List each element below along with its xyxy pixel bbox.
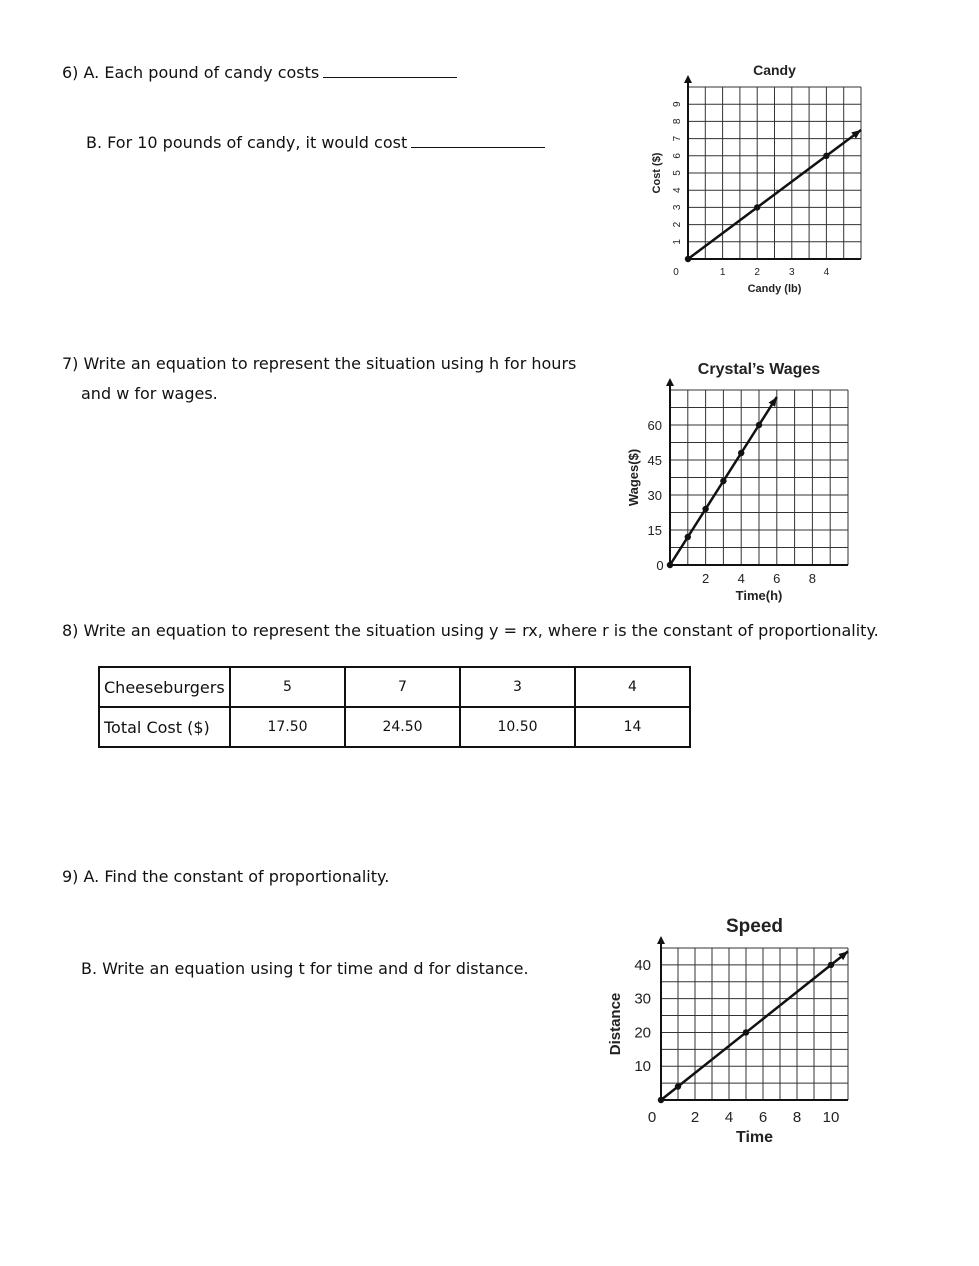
table-cell: 3 bbox=[460, 667, 575, 707]
y-axis-label: Cost ($) bbox=[651, 152, 663, 194]
y-tick-label: 6 bbox=[672, 153, 683, 159]
y-tick-label: 3 bbox=[672, 204, 683, 211]
data-point bbox=[756, 422, 762, 428]
candy-chart bbox=[640, 55, 880, 305]
table-cell: 14 bbox=[575, 707, 690, 747]
x-axis-label: Candy (lb) bbox=[747, 283, 802, 295]
y-tick-label: 1 bbox=[672, 239, 683, 245]
x-tick-label: 2 bbox=[754, 267, 760, 278]
y-tick-label: 20 bbox=[634, 1024, 651, 1042]
y-tick-label: 15 bbox=[647, 523, 662, 538]
y-tick-label: 2 bbox=[672, 221, 683, 228]
table-cell: 7 bbox=[345, 667, 460, 707]
cheeseburger-table bbox=[98, 666, 691, 748]
table-row bbox=[99, 667, 690, 707]
question-7-line1: 7) Write an equation to represent the situation using h for hours bbox=[62, 354, 577, 373]
question-8: 8) Write an equation to represent the situation using y = rx, where r is the constant of proportionality. bbox=[62, 621, 879, 640]
x-tick-label: 2 bbox=[701, 571, 710, 586]
table-cell: 17.50 bbox=[230, 707, 345, 747]
y-tick-label: 4 bbox=[672, 187, 683, 193]
y-tick-label: 60 bbox=[647, 418, 662, 433]
y-axis-arrow-icon bbox=[657, 936, 665, 944]
answer-blank-6b[interactable] bbox=[411, 133, 545, 148]
y-tick-label: 30 bbox=[647, 488, 662, 503]
y-axis-label: Distance bbox=[607, 992, 624, 1056]
table-cell: 10.50 bbox=[460, 707, 575, 747]
data-point bbox=[667, 562, 673, 568]
y-axis-label: Wages($) bbox=[626, 448, 641, 507]
chart-title: Speed bbox=[725, 916, 784, 937]
x-tick-label: 6 bbox=[773, 571, 781, 586]
table-cell: 24.50 bbox=[345, 707, 460, 747]
x-tick-label: 3 bbox=[789, 267, 795, 278]
data-point bbox=[675, 1083, 681, 1089]
data-point bbox=[685, 256, 691, 262]
speed-chart bbox=[600, 910, 860, 1155]
y-tick-label: 45 bbox=[647, 453, 662, 468]
table-cell: 5 bbox=[230, 667, 345, 707]
x-tick-label: 8 bbox=[792, 1109, 802, 1126]
question-6a-text: 6) A. Each pound of candy costs bbox=[62, 63, 320, 82]
x-tick-label: 8 bbox=[808, 571, 817, 586]
x-axis-label: Time(h) bbox=[735, 588, 783, 603]
data-point bbox=[702, 506, 708, 512]
x-tick-label: 4 bbox=[737, 571, 745, 586]
data-point bbox=[828, 962, 834, 968]
origin-label: 0 bbox=[656, 558, 664, 573]
y-tick-label: 10 bbox=[634, 1058, 651, 1076]
data-point bbox=[685, 534, 691, 540]
series-line bbox=[661, 951, 848, 1100]
table-row-label: Cheeseburgers bbox=[99, 667, 230, 707]
data-point bbox=[754, 204, 760, 210]
x-tick-label: 1 bbox=[719, 267, 726, 278]
y-tick-label: 30 bbox=[634, 990, 651, 1008]
chart-title: Crystal’s Wages bbox=[697, 361, 821, 378]
question-9b: B. Write an equation using t for time and d for distance. bbox=[81, 959, 529, 978]
data-point bbox=[743, 1029, 749, 1035]
question-6a bbox=[62, 63, 457, 83]
chart-title: Candy bbox=[753, 62, 796, 78]
x-tick-label: 10 bbox=[822, 1109, 840, 1126]
data-point bbox=[720, 478, 726, 484]
table-cell: 4 bbox=[575, 667, 690, 707]
y-tick-label: 40 bbox=[634, 956, 651, 974]
table-row bbox=[99, 707, 690, 747]
y-axis-arrow-icon bbox=[666, 378, 674, 386]
data-point bbox=[823, 153, 829, 159]
question-7-line2: and w for wages. bbox=[81, 384, 218, 403]
origin-label: 0 bbox=[673, 267, 679, 278]
answer-blank-6a[interactable] bbox=[323, 63, 457, 78]
y-tick-label: 5 bbox=[672, 170, 683, 176]
question-6b bbox=[86, 133, 545, 153]
y-tick-label: 7 bbox=[672, 135, 683, 142]
x-tick-label: 2 bbox=[690, 1109, 700, 1126]
data-point bbox=[658, 1097, 664, 1103]
y-tick-label: 9 bbox=[672, 101, 683, 107]
data-point bbox=[738, 450, 744, 456]
question-9a: 9) A. Find the constant of proportionality. bbox=[62, 867, 390, 886]
origin-label: 0 bbox=[647, 1109, 657, 1126]
x-axis-label: Time bbox=[735, 1129, 774, 1146]
question-6b-text: B. For 10 pounds of candy, it would cost bbox=[86, 133, 408, 152]
y-axis-arrow-icon bbox=[684, 75, 692, 83]
table-row-label: Total Cost ($) bbox=[99, 707, 230, 747]
x-tick-label: 4 bbox=[823, 267, 830, 278]
wages-chart bbox=[620, 355, 870, 610]
y-tick-label: 8 bbox=[672, 118, 683, 125]
x-tick-label: 4 bbox=[724, 1109, 734, 1126]
x-tick-label: 6 bbox=[758, 1109, 768, 1126]
